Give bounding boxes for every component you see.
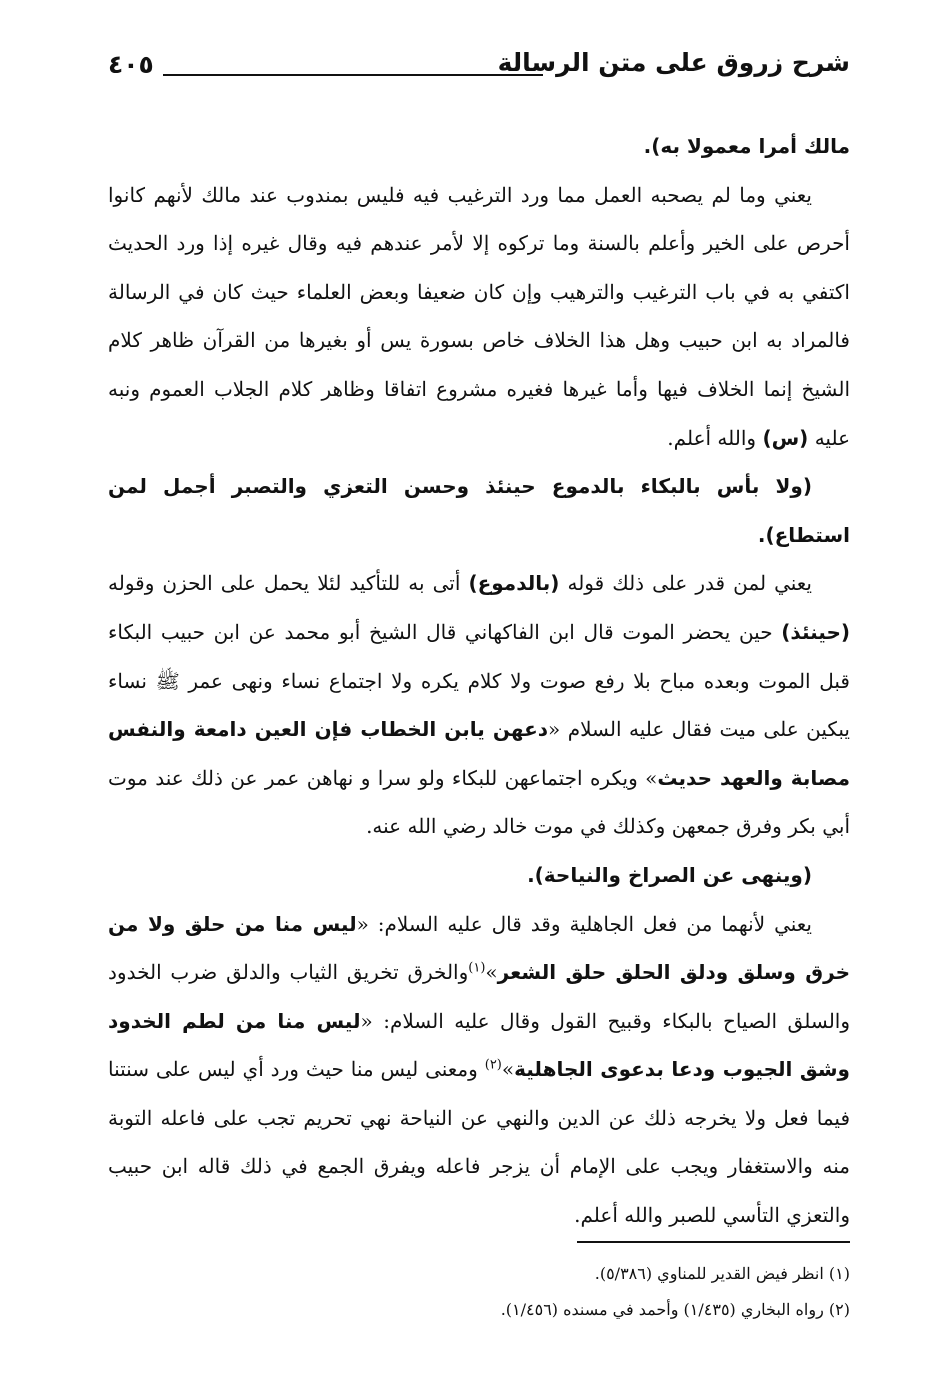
matn-text-1: مالك أمرا معمولا به). [643, 134, 850, 158]
commentary-text-1-end: والله أعلم. [667, 425, 757, 450]
paragraph-matn-3 [108, 851, 850, 900]
footnote-separator [577, 1241, 850, 1243]
main-text [108, 122, 850, 1240]
commentary-text-3d: والخرق تخريق الثياب والدلق ضرب الخدود والسلق الصياح بالبكاء وقبيح القول وقال عليه السلام: « [108, 960, 851, 1033]
commentary-text-2e: حين يحضر الموت قال ابن الفاكهاني قال الشيخ أبو محمد عن ابن حبيب البكاء قبل الموت وبعده مباح بلا رفع صوت ولا كلام يكره ولا اجتماع نساء ونهى عمر ﷺ نساء يبكين على ميت فقال عليه السلام « [108, 619, 851, 742]
hadith-quote-1: دعهن يابن الخطاب فإن العين دامعة والنفس مصابة والعهد حديث [108, 717, 851, 790]
running-title: شرح زروق على متن الرسالة [497, 48, 850, 77]
footnote-1: (١) انظر فيض القدير للمناوي (٥/٣٨٦). [594, 1264, 850, 1283]
quoted-word-bil-dumu: (بالدموع) [468, 571, 560, 596]
paragraph-commentary-3 [108, 900, 850, 1240]
quote-close-2: » [485, 960, 498, 985]
paragraph-commentary-1 [108, 171, 850, 463]
paragraph-matn-2 [108, 462, 850, 559]
page-number: ٤٠٥ [108, 50, 154, 79]
footnotes [108, 1256, 850, 1328]
footnote-2: (٢) رواه البخاري (١/٤٣٥) وأحمد في مسنده (١/٤٥٦). [500, 1300, 850, 1319]
commentary-text-1: يعني وما لم يصحبه العمل مما ورد الترغيب فيه فليس بمندوب عند مالك لأنهم كانوا أحرص على الخير وأعلم بالسنة وما تركوه إلا لأمر عندهم فيه وقال غيره إذا ورد الحديث اكتفي به في باب الترغيب والترهيب وإن كان ضعيفا وبعض العلماء حيث كان في الرسالة فالمراد به ابن حبيب وهل هذا الخلاف خاص بسورة يس أو بغيرها من القرآن ظاهر كلام الشيخ إنما الخلاف فيها وأما غيرها فغيره مشروع اتفاقا وظاهر كلام الجلاب العموم ونبه عليه [108, 182, 850, 450]
footnote-ref-1[interactable]: (١) [468, 960, 486, 976]
matn-text-3: (وينهى عن الصراخ والنياحة). [527, 862, 812, 887]
paragraph-commentary-2 [108, 559, 850, 851]
paragraph-matn-1 [108, 122, 850, 171]
hadith-quote-3: ليس منا من لطم الخدود وشق الجيوب ودعا بدعوى الجاهلية [108, 1008, 850, 1082]
page-header [108, 48, 850, 96]
reference-sin: (س) [762, 425, 809, 450]
commentary-text-2g: » ويكره اجتماعهن للبكاء ولو سرا و نهاهن عمر عن ذلك عند موت أبي بكر وفرق جمعهن وكذلك في موت خالد رضي الله عنه. [108, 765, 850, 839]
header-rule [163, 74, 543, 76]
footnote-ref-2[interactable]: (٢) [484, 1057, 502, 1073]
quoted-word-hina-idhin: (حينئذ) [781, 619, 851, 644]
quote-close-3: » [501, 1057, 515, 1082]
commentary-text-3g: ومعنى ليس منا حيث ورد أي ليس على سنتنا فيما فعل ولا يخرجه ذلك عن الدين والنهي عن النياحة نهي تحريم تجب على فاعله التوبة منه والاستغفار ويجب على الإمام أن يزجر فاعله ويفرق الجمع في ذلك قاله ابن حبيب والتعزي التأسي للصبر والله أعلم. [108, 1057, 850, 1228]
matn-text-2: (ولا بأس بالبكاء بالدموع حينئذ وحسن التعزي والتصبر أجمل لمن استطاع). [108, 474, 850, 547]
hadith-quote-2: ليس منا من حلق ولا من خرق وسلق ودلق الحلق حلق الشعر [108, 911, 850, 985]
commentary-text-2c: أتى به للتأكيد لئلا يحمل على الحزن وقوله [108, 571, 461, 596]
commentary-text-2a: يعني لمن قدر على ذلك قوله [567, 571, 812, 596]
commentary-text-3a: يعني لأنهما من فعل الجاهلية وقد قال عليه السلام: « [356, 911, 812, 936]
